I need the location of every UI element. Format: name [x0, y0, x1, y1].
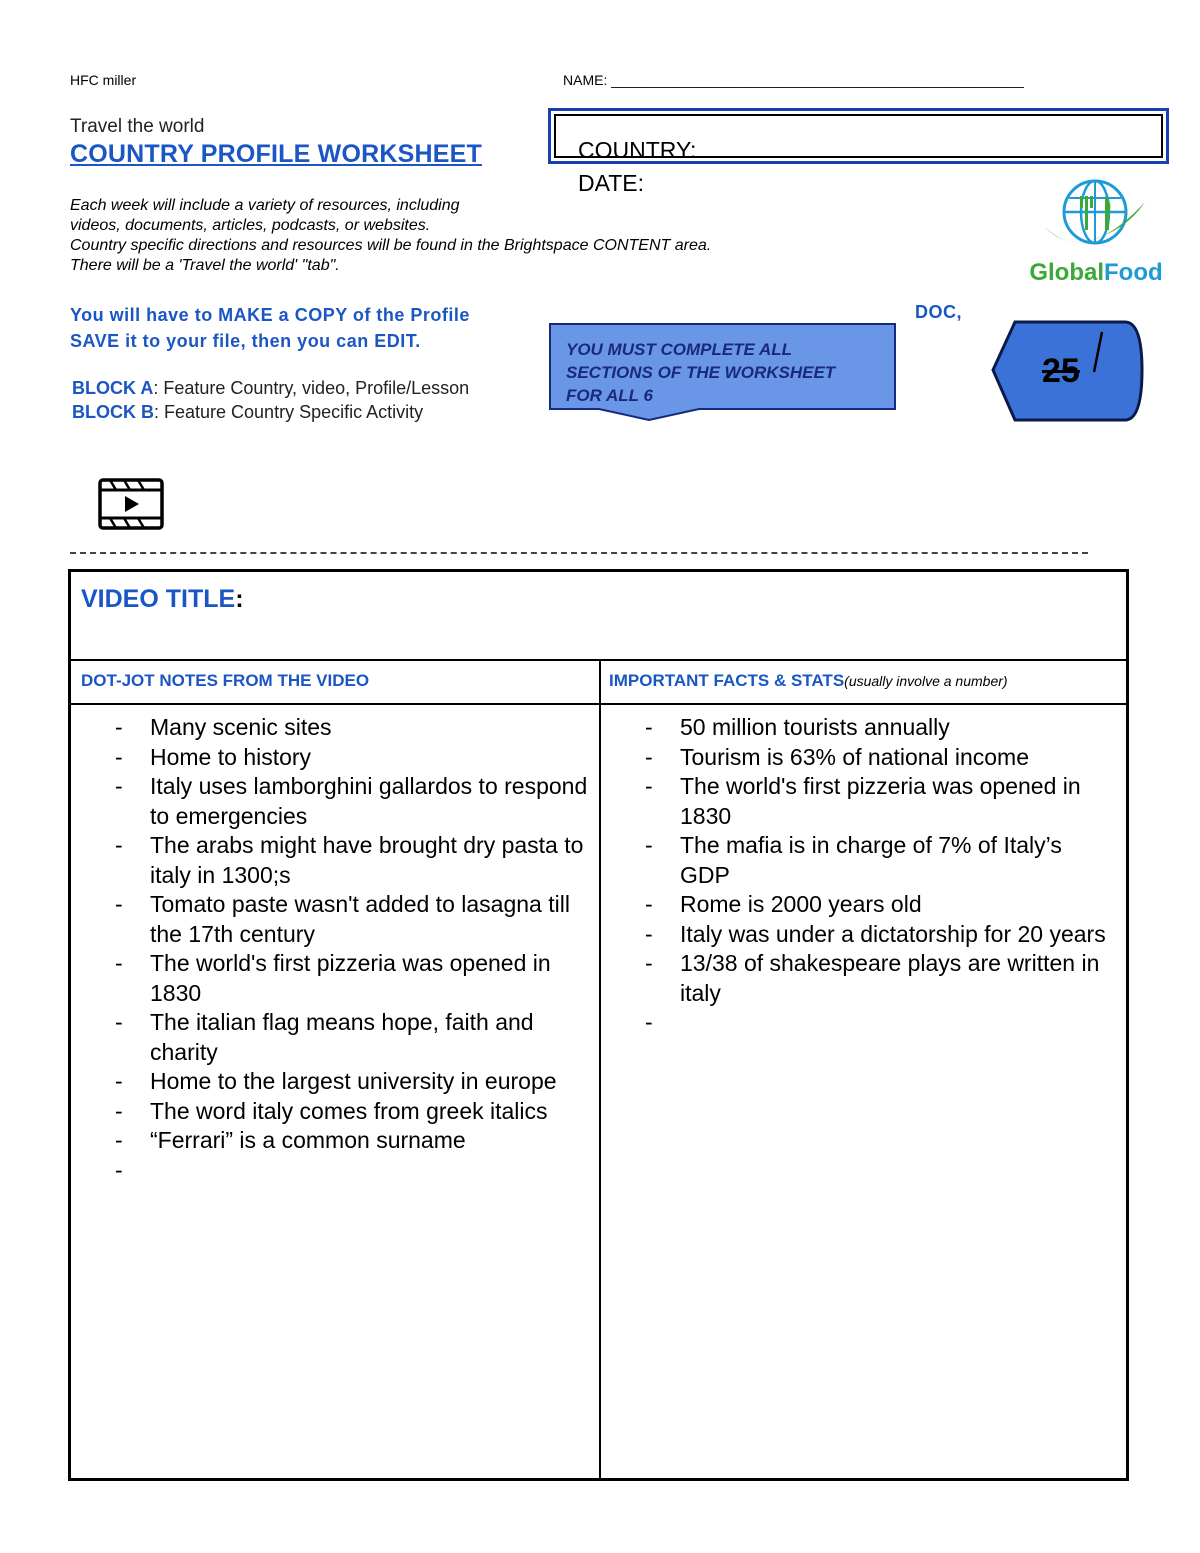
intro-line: Country specific directions and resources will be found in the Brightspace CONTENT area.	[70, 237, 712, 254]
list-item[interactable]: - Tomato paste wasn't added to lasagna till the 17th century	[115, 890, 595, 949]
list-item[interactable]: - Rome is 2000 years old	[645, 890, 1115, 920]
list-item[interactable]: - The world's first pizzeria was opened in 1830	[645, 772, 1115, 831]
svg-text:GlobalFood	[1029, 259, 1162, 286]
dot-jot-header: DOT-JOT NOTES FROM THE VIDEO	[81, 671, 370, 690]
video-title-label: VIDEO TITLE:	[81, 585, 244, 613]
list-item[interactable]: - The arabs might have brought dry pasta to italy in 1300;s	[115, 831, 595, 890]
copy-instructions	[70, 302, 470, 354]
block-list	[72, 376, 469, 424]
block-b-label: BLOCK B	[72, 402, 154, 422]
facts-stats-list[interactable]	[645, 713, 1115, 1008]
name-field[interactable]: NAME: _____________________________________________________	[563, 72, 1024, 88]
facts-stats-note: (usually involve a number)	[844, 673, 1008, 689]
list-item[interactable]: - Home to the largest university in europe	[115, 1067, 595, 1097]
column-divider	[599, 659, 601, 1478]
block-a	[72, 376, 469, 400]
list-item[interactable]: - The world's first pizzeria was opened in 1830	[115, 949, 595, 1008]
author-label: HFC miller	[70, 72, 137, 88]
list-item[interactable]: - The italian flag means hope, faith and charity	[115, 1008, 595, 1067]
list-item[interactable]: - The word italy comes from greek italics	[115, 1097, 595, 1127]
date-label: DATE:	[578, 170, 645, 196]
list-item[interactable]: - Italy uses lamborghini gallardos to respond to emergencies	[115, 772, 595, 831]
list-item[interactable]: - 13/38 of shakespeare plays are written in italy	[645, 949, 1115, 1008]
copy-line: SAVE it to your file, then you can EDIT.	[70, 331, 421, 351]
video-icon	[98, 478, 164, 530]
list-item[interactable]: - Many scenic sites	[115, 713, 595, 743]
section-divider	[70, 552, 1088, 554]
score-value: 25	[1042, 352, 1080, 390]
intro-line: Each week will include a variety of resources, including	[70, 197, 460, 214]
copy-line: You will have to MAKE a COPY of the Profile	[70, 305, 470, 325]
globalfood-logo	[1025, 172, 1167, 288]
list-item[interactable]: - Italy was under a dictatorship for 20 years	[645, 920, 1115, 950]
list-item[interactable]: - “Ferrari” is a common surname	[115, 1126, 595, 1156]
block-b	[72, 400, 469, 424]
facts-stats-header: IMPORTANT FACTS & STATS(usually involve a number)	[609, 671, 1008, 690]
intro-line: There will be a 'Travel the world' "tab".	[70, 257, 340, 274]
subtitle: Travel the world	[70, 116, 205, 137]
country-label: COUNTRY:	[578, 137, 697, 163]
globe-fork-knife-icon	[1045, 181, 1145, 243]
list-item[interactable]: - 50 million tourists annually	[645, 713, 1115, 743]
dot-jot-notes-list[interactable]	[115, 713, 595, 1156]
list-item[interactable]: - Home to history	[115, 743, 595, 773]
worksheet-title: COUNTRY PROFILE WORKSHEET	[70, 140, 482, 168]
list-item[interactable]: - Tourism is 63% of national income	[645, 743, 1115, 773]
video-notes-table	[68, 569, 1129, 1481]
intro-line: videos, documents, articles, podcasts, or websites.	[70, 217, 431, 234]
doc-label: DOC,	[915, 302, 962, 322]
list-item[interactable]: - The mafia is in charge of 7% of Italy’s GDP	[645, 831, 1115, 890]
callout-text: YOU MUST COMPLETE ALL SECTIONS OF THE WORKSHEET FOR ALL 6	[566, 340, 836, 405]
intro-text	[70, 196, 830, 276]
logo-text-global: Global	[1029, 259, 1105, 286]
block-a-label: BLOCK A	[72, 378, 154, 398]
block-a-text: : Feature Country, video, Profile/Lesson	[153, 378, 470, 398]
logo-text-food: Food	[1104, 259, 1163, 286]
block-b-text: : Feature Country Specific Activity	[154, 402, 424, 422]
